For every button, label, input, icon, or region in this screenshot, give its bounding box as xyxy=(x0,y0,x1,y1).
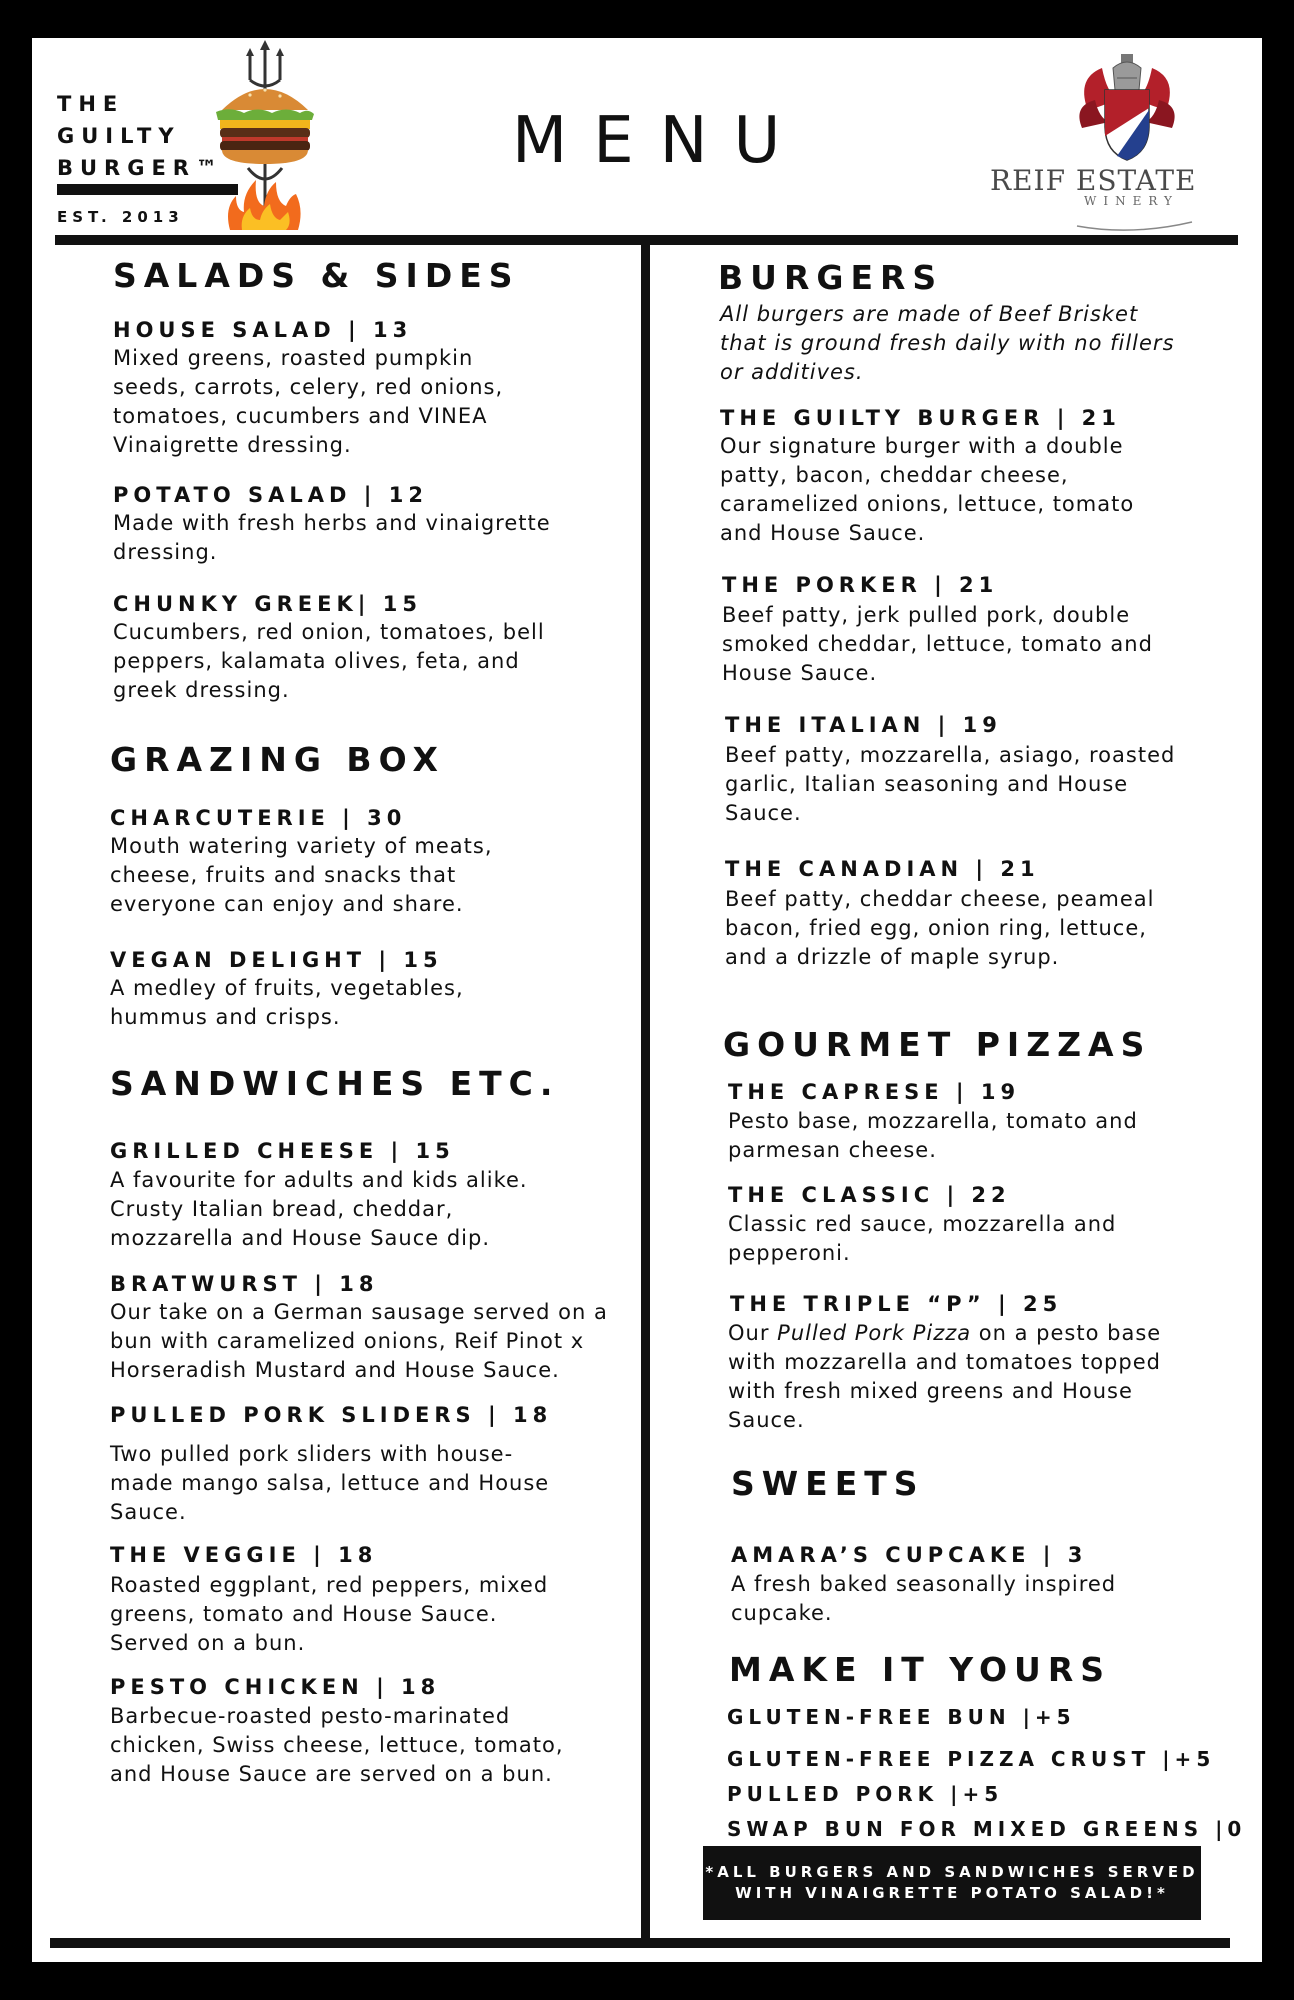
menu-item-description: Barbecue-roasted pesto-marinated chicken, Swiss cheese, lettuce, tomato, and House Sauce are served on a bun. xyxy=(110,1704,564,1786)
menu-item-italian: THE ITALIAN | 19 xyxy=(725,713,1002,737)
menu-item-description: Mouth watering variety of meats, cheese, fruits and snacks that everyone can enjoy and share. xyxy=(110,834,493,916)
menu-item-description: Beef patty, jerk pulled pork, double smoked cheddar, lettuce, tomato and House Sauce. xyxy=(722,603,1153,685)
footer-notice: *ALL BURGERS AND SANDWICHES SERVED WITH VINAIGRETTE POTATO SALAD!* xyxy=(703,1846,1201,1920)
section-heading-make-it-yours: MAKE IT YOURS xyxy=(729,1650,1112,1689)
menu-item-description: Roasted eggplant, red peppers, mixed greens, tomato and House Sauce. Served on a bun. xyxy=(110,1573,549,1655)
section-heading-burgers: BURGERS xyxy=(718,258,944,297)
menu-item-potato-salad: POTATO SALAD | 12 xyxy=(113,483,429,507)
addon-item: GLUTEN-FREE PIZZA CRUST |+5 xyxy=(727,1747,1216,1771)
menu-item-classic: THE CLASSIC | 22 xyxy=(728,1183,1011,1207)
column-divider xyxy=(641,243,650,1943)
menu-item-grilled-cheese: GRILLED CHEESE | 15 xyxy=(110,1139,455,1163)
section-heading-grazing: GRAZING BOX xyxy=(110,740,445,779)
menu-item-description: Our Pulled Pork Pizza on a pesto base with mozzarella and tomatoes topped with fresh mixed greens and House Sauce. xyxy=(728,1321,1162,1432)
menu-item-canadian: THE CANADIAN | 21 xyxy=(725,857,1040,881)
menu-item-description: Made with fresh herbs and vinaigrette dressing. xyxy=(113,511,551,564)
menu-item-description: Our take on a German sausage served on a bun with caramelized onions, Reif Pinot x Horseradish Mustard and House Sauce. xyxy=(110,1300,608,1382)
section-heading-sandwiches: SANDWICHES ETC. xyxy=(110,1064,560,1103)
section-heading-sweets: SWEETS xyxy=(731,1464,925,1503)
menu-item-description: Our signature burger with a double patty, bacon, cheddar cheese, caramelized onions, lettuce, tomato and House Sauce. xyxy=(720,434,1135,545)
menu-item-amaras-cupcake: AMARA’S CUPCAKE | 3 xyxy=(731,1543,1088,1567)
established-year: EST. 2013 xyxy=(57,208,184,226)
menu-item-description: Two pulled pork sliders with house-made mango salsa, lettuce and House Sauce. xyxy=(110,1442,550,1524)
addon-item: GLUTEN-FREE BUN |+5 xyxy=(727,1705,1076,1729)
burgers-note: All burgers are made of Beef Brisket that is ground fresh daily with no fillers or additives. xyxy=(720,302,1175,384)
menu-item-triple-p: THE TRIPLE “P” | 25 xyxy=(730,1292,1063,1316)
winery-crest-icon xyxy=(982,44,1272,239)
menu-item-description: Cucumbers, red onion, tomatoes, bell peppers, kalamata olives, feta, and greek dressing. xyxy=(113,620,545,702)
section-heading-salads: SALADS & SIDES xyxy=(113,256,520,295)
winery-subtitle: WINERY xyxy=(1084,194,1179,208)
footer-divider xyxy=(50,1938,1230,1948)
menu-item-description: A fresh baked seasonally inspired cupcake. xyxy=(731,1572,1117,1625)
winery-name: REIF ESTATE xyxy=(990,164,1197,197)
menu-item-description: Beef patty, mozzarella, asiago, roasted garlic, Italian seasoning and House Sauce. xyxy=(725,743,1176,825)
menu-item-charcuterie: CHARCUTERIE | 30 xyxy=(110,806,407,830)
menu-item-chunky-greek: CHUNKY GREEK| 15 xyxy=(113,592,422,616)
menu-item-description: A medley of fruits, vegetables, hummus and crisps. xyxy=(110,976,464,1029)
menu-item-house-salad: HOUSE SALAD | 13 xyxy=(113,318,413,342)
menu-item-vegan-delight: VEGAN DELIGHT | 15 xyxy=(110,948,443,972)
brand-name: THE GUILTY BURGER™ xyxy=(57,92,224,180)
menu-item-description: Classic red sauce, mozzarella and pepperoni. xyxy=(728,1212,1117,1265)
menu-item-veggie: THE VEGGIE | 18 xyxy=(110,1543,378,1567)
section-heading-pizzas: GOURMET PIZZAS xyxy=(723,1025,1152,1064)
menu-item-description: Pesto base, mozzarella, tomato and parmesan cheese. xyxy=(728,1109,1138,1162)
addon-item: SWAP BUN FOR MIXED GREENS |0 xyxy=(727,1817,1247,1841)
menu-item-description: Mixed greens, roasted pumpkin seeds, carrots, celery, red onions, tomatoes, cucumbers and VINEA Vinaigrette dressing. xyxy=(113,346,504,457)
page-title: MENU xyxy=(512,104,807,178)
menu-item-pesto-chicken: PESTO CHICKEN | 18 xyxy=(110,1675,441,1699)
menu-page xyxy=(32,38,1262,1962)
menu-item-description: Beef patty, cheddar cheese, peameal bacon, fried egg, onion ring, lettuce, and a drizzle of maple syrup. xyxy=(725,887,1155,969)
menu-item-guilty-burger: THE GUILTY BURGER | 21 xyxy=(720,406,1121,430)
menu-item-porker: THE PORKER | 21 xyxy=(722,573,999,597)
menu-item-caprese: THE CAPRESE | 19 xyxy=(728,1080,1021,1104)
addon-item: PULLED PORK |+5 xyxy=(727,1782,1004,1806)
burger-trident-icon xyxy=(200,40,330,232)
menu-item-pulled-pork-sliders: PULLED PORK SLIDERS | 18 xyxy=(110,1403,553,1427)
menu-item-bratwurst: BRATWURST | 18 xyxy=(110,1272,379,1296)
menu-item-description: A favourite for adults and kids alike. Crusty Italian bread, cheddar, mozzarella and House Sauce dip. xyxy=(110,1168,528,1250)
